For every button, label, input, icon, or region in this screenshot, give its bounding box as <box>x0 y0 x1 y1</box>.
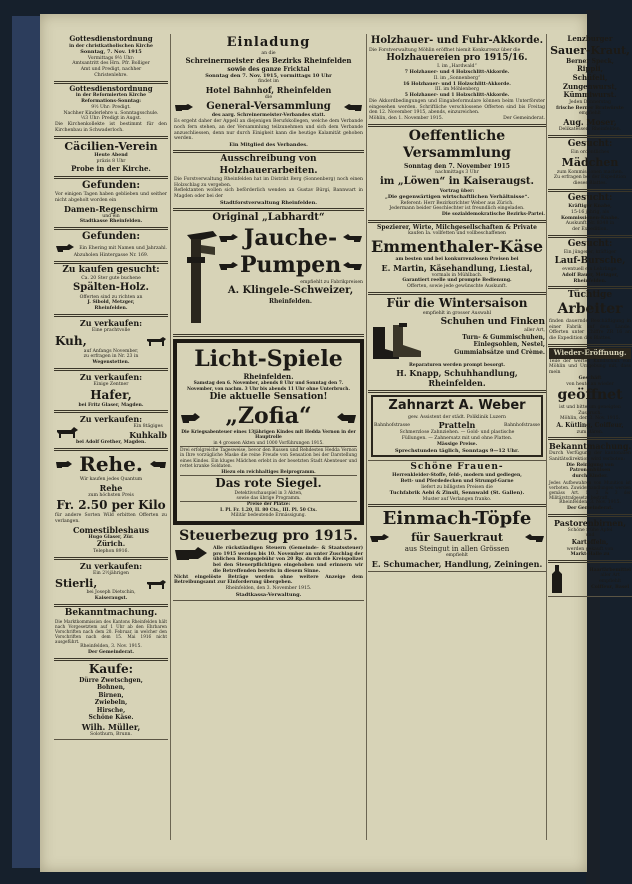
ad-text: Coiffeur, Basel <box>591 584 630 590</box>
ad-text: Jedermann beider Geschlechter ist freundlich eingeladen. <box>389 206 525 212</box>
ad-text: eventuell ein Lehrlinge. <box>562 267 618 273</box>
ad-text: Die Marktkommission des Kantons Rheinfelden hält nach Vorgesetztem auf 1 Uhr ab den Ehrbaren Vorschriften nach dem 20. Februar, in welcher den Vorschriften nach dem 15. Mai 1916 nicht ausgeführt. <box>55 619 167 645</box>
column-2 <box>173 34 364 601</box>
ad-text: Bett- und Pferdedecken und Strumpf-Garne <box>400 478 514 484</box>
ad-text: 9½ Uhr: Predigt. <box>91 104 131 110</box>
ad-text: Tüchtige <box>567 290 613 301</box>
ad-text: Der Gemeinderat. <box>88 650 134 656</box>
ad-ausschreibung-holzhauer <box>173 153 364 211</box>
ad-text: Detektivschauspiel in 3 Akten, <box>234 490 303 496</box>
ad-text: III. im Möhlenberg <box>434 87 480 93</box>
ad-text: Stierli, <box>55 576 98 590</box>
ad-text: E. Schumacher, Handlung, Zeiningen. <box>371 559 543 569</box>
ad-text: in 4 grossen Akten und 1000 Vorführungen 1915. <box>213 440 324 446</box>
ad-text: sowie das übrige Programm. <box>236 495 301 501</box>
ad-text: Der Gemeinderat. <box>503 116 545 122</box>
ad-title: Pastorenbirnen, <box>554 517 626 528</box>
ad-text: Amt und Predigt, nachher <box>80 67 142 73</box>
ad-text: Pratteln <box>438 420 476 431</box>
ad-text: Die Forstverwaltung Rheinfelden hat im Distrikt Berg (Sonnenberg) noch einen Holzschlag zu vergeben. <box>174 176 363 188</box>
ad-text: zum Kommissionen machen. <box>556 169 624 175</box>
ad-text: Ein ordentliches <box>570 150 610 156</box>
ad-oeffentliche-versammlung <box>368 127 546 223</box>
ad-text: Es ergeht daher der Appell an diejenigen Berufskollegen, welche dem Verbande noch fern stehen, an der Versammlung teilzunehmen und sich dem Verbande anzuschliessen, denn nur durch Einigkeit kann die heutige Kalamität gehoben werden. <box>174 119 363 142</box>
ad-gesucht-laufbursche <box>548 238 632 289</box>
ad-text: Stadtforstverwaltung Rheinfelden. <box>220 199 317 206</box>
ad-title: Gefunden: <box>81 179 141 191</box>
ad-text: finden dauernde Beschäftigung in einer Fabrik auf dem Lande. Offerten unter Chiffre ZR 16 an die Expedition des Blattes. <box>549 318 631 342</box>
ad-text: Mässige Preise. <box>436 441 478 447</box>
ad-text: Dürre Zwetschgen, <box>79 676 143 684</box>
ad-rehe <box>54 451 168 560</box>
ad-kaufe <box>54 661 168 741</box>
ad-schoene-frauen-stoffe <box>368 461 546 507</box>
ad-text: Vormittags 9½ Uhr: <box>87 55 135 61</box>
ad-text: A. Klingele-Schweizer, <box>227 285 354 297</box>
ad-gefunden-schirm <box>54 179 168 230</box>
ad-text: aller Art, <box>524 327 545 333</box>
ad-text: Drei erfolgreiche Tagesweise, bevor den Russen und Rehdesten Hedda Vernon in Ihre vorzügliche Maske die reine Freude von Sensation bei der Darstellung eines Kindes. Ein kluges Mädchen erlebt in der besetzten Stadt Abenteuer und rettet kranke Soldaten. <box>180 448 357 470</box>
ad-text: Die Kriegsabenteuer eines 13jährigen Kindes mit Hedda Vernon in der Hauptrolle <box>181 429 356 441</box>
ad-text: II. im „Sonnenberg“ <box>433 75 481 81</box>
ad-text: bei Adolf Grether, Magden. <box>76 440 146 446</box>
ad-text: I. im „Hardwald“ <box>437 64 477 70</box>
ad-gesucht-knabe <box>548 192 632 238</box>
ad-text: kaufen Ia. vollfetten und vollbeschaffenen <box>408 231 506 237</box>
ad-text: zum Bären. <box>576 429 604 435</box>
ad-title: Zu verkaufen: <box>79 371 143 382</box>
ad-text: bei Joseph Dietschin, <box>86 590 136 596</box>
ad-text: Birnen, <box>98 691 124 699</box>
ad-text: Preise der Plätze: <box>180 501 357 507</box>
ad-date: Reformations-Sonntag: <box>81 99 141 105</box>
ad-text: Hafer, <box>90 387 132 402</box>
ad-text: Füllungen. — Zahnersatz mit und ohne Platten. <box>401 436 513 442</box>
ad-text: Hirsche, <box>96 706 126 714</box>
ad-text: ist und bitte um geneigten Zuspruch. <box>559 404 621 416</box>
ad-text: Reflektanten wollen sich beförderlich wenden an Gustav Bürgi, Bannwart in Magden oder bei der <box>174 188 363 200</box>
ad-einmach-toepfe <box>368 507 546 572</box>
ad-gottesdienst-reformiert <box>54 84 168 139</box>
cow-icon <box>145 335 167 347</box>
ad-text: 15-16 jährig, als <box>571 209 609 215</box>
ad-text: der Expedition. <box>572 227 608 233</box>
ad-text: empfiehlt in grosser Auswahl <box>422 310 492 316</box>
ad-text: Die sozialdemokratische Bezirks-Partei. <box>441 212 545 218</box>
ad-text: nachmittags 3 Uhr <box>435 170 479 176</box>
ad-text: A. Kütling, Coiffeur, <box>556 422 624 430</box>
ad-text: Ein jüngerer, kräftiger <box>563 250 617 256</box>
ad-text: Schöne Käse. <box>88 714 134 722</box>
ad-text: Damen-Regenschirm <box>64 203 158 214</box>
pointing-hand-icon <box>174 546 208 560</box>
ad-verkauf-stierli <box>54 560 168 607</box>
ad-text: Eine prachtvolle <box>91 327 131 333</box>
ad-text: Schöne frühe Äpfel <box>567 527 613 533</box>
ad-text: Mädchen <box>561 155 619 169</box>
ad-text: Ein Mitglied des Verbandes. <box>229 142 308 149</box>
ad-title: Einladung <box>226 35 311 50</box>
ad-price: I. Pl. Fr. 1.20, II. 80 Cts., III. Pl. 50 Cts. <box>220 507 317 513</box>
calf-icon <box>55 425 79 439</box>
ad-title: Cäcilien-Verein <box>64 139 158 153</box>
ad-text: Rheinfelden, 3. Nov. 1915. <box>80 644 142 650</box>
ad-text: Möhlin, den 1. November 1915. <box>369 116 444 122</box>
ad-text: Haarfärbemittel <box>589 567 631 573</box>
ad-haarfaerbemittel <box>548 563 632 597</box>
ad-text: Rheinfelden. <box>243 371 294 381</box>
shoes-illustration <box>369 317 427 363</box>
ad-title: Gesucht: <box>567 238 613 249</box>
ad-text: Muster auf Verlangen franko. <box>422 496 492 502</box>
ad-text: Vortrag über: <box>439 188 475 194</box>
ad-text: und <box>585 533 595 539</box>
ad-text: vormals in Mühlbach. <box>431 272 483 278</box>
pointing-hand-icon <box>180 411 202 423</box>
ad-text: in der Reformierten Kirche <box>75 93 147 99</box>
ad-text: geöffnet <box>557 387 623 404</box>
ad-text: im „Löwen“ in Kaiseraugst. <box>379 176 535 188</box>
ad-text: Stadtkasse Rheinfelden. <box>79 219 143 225</box>
ad-title: Kaufe: <box>88 661 134 676</box>
ad-text: die <box>264 95 273 101</box>
ad-verkauf-kuhkalb <box>54 413 168 450</box>
column-4 <box>548 34 632 597</box>
column-3 <box>368 34 546 572</box>
ad-text: Delikatessen, Rheinfelden. <box>558 127 622 133</box>
ad-text: Wilh. Müller, <box>81 721 141 732</box>
ad-text: Markt-Halle zu <box>570 552 610 558</box>
ad-text: Militär bedeutende Ermässigung. <box>231 513 306 519</box>
ad-holzhauer-akkorde <box>368 34 546 127</box>
column-1 <box>54 34 168 740</box>
pointing-hand-icon <box>218 261 240 271</box>
ad-text: des aarg. Schreinermeister-Verbandes statt. <box>211 113 326 119</box>
ad-text: Zürich. <box>96 539 126 549</box>
ad-text: Vor einigen Tagen haben geblieben und seither nicht abgeholt worden ein <box>55 192 167 203</box>
ad-text: Nicht eingelöste Beträge werden ohne weitere Anzeige dem Betreibungsamt zur Einforderung übergeben. <box>174 574 363 586</box>
ad-text: Geschäft <box>578 375 602 381</box>
ad-text: Abzuholen Hintergasse Nr. 169. <box>73 253 149 259</box>
ad-text: Ca. 20 Ster gute buchene <box>81 276 141 282</box>
ad-title: Original „Labhardt“ <box>212 212 325 224</box>
ad-text: Teile der werten Kundschaft von Möhlin und Umgebung mit, dass mein <box>549 358 631 376</box>
ad-title: Für die Wintersaison <box>386 295 528 310</box>
ad-licht-spiele <box>173 339 364 525</box>
ad-wintersaison-schuhe <box>368 295 546 393</box>
ad-text: Solothurn, Brunn. <box>90 731 132 737</box>
ad-text: Bahnhofstrasse <box>503 422 540 428</box>
ad-text: H. Knapp, Schuhhandlung, Rheinfelden. <box>396 368 518 389</box>
ad-title: Bekanntmachung. <box>549 441 632 452</box>
ad-text: Stadtkassa-Verwaltung. <box>235 591 302 598</box>
ad-text: aus Steingut in allen Grössen <box>404 544 510 553</box>
ad-text: Kuh, <box>55 333 87 348</box>
ad-title: Gottesdienstordnung <box>69 83 153 93</box>
ad-text: Einlegsohlen, Nestel, <box>473 341 545 349</box>
ad-title: Gottesdienstordnung <box>69 34 153 43</box>
ad-gesucht-maedchen <box>548 138 632 192</box>
ad-text: Offerten sind zu richten an <box>79 294 143 300</box>
ad-text: Sonntag den 7. Nov. 1915, vormittags 10 Uhr <box>205 73 332 80</box>
ad-title: Oeffentliche Versammlung <box>403 127 511 162</box>
ad-text: Holzhauereien pro 1915/16. <box>386 53 528 64</box>
ad-verkauf-kuh <box>54 317 168 371</box>
ad-text: J. Sibold, Metzger, <box>87 300 135 306</box>
ad-text: Wir kaufen jedes Quantum <box>79 476 143 482</box>
pointing-hand-icon <box>174 103 194 112</box>
ad-title: Holzhauer- und Fuhr-Akkorde. <box>370 35 544 46</box>
ad-text: 7 Holzhauer- und 4 Holzschlitt-Akkorde. <box>404 70 510 76</box>
ad-text: Probe in der Kirche. <box>71 163 151 173</box>
ad-text: Jauche- <box>243 224 338 251</box>
ad-title: Steuerbezug pro 1915. <box>179 528 358 545</box>
ad-text: sowie des ganze Fricktal <box>227 65 310 73</box>
ad-gefunden-ring <box>54 230 168 264</box>
ad-text: und ein <box>102 213 120 219</box>
ad-wieder-eroeffnung <box>548 347 632 440</box>
ad-text: Ein 2½jährigen <box>92 570 130 576</box>
ad-text: Aug. Moser, <box>563 117 617 128</box>
ad-text: Tuchfabrik Aebi & Zinsli, Sennwald (St. Gallen). <box>389 490 525 497</box>
ad-text: zu erfragen in Nr. 23 in <box>83 354 139 360</box>
ad-text: empfiehlt <box>599 578 622 584</box>
ad-zahnarzt-weber <box>368 393 546 460</box>
ad-text: empfiehlt <box>578 111 602 117</box>
ad-text: Die Forstverwaltung Möhlin eröffnet hiemit Konkurrenz über die <box>369 47 521 53</box>
ad-gottesdienst-christkath <box>54 34 168 84</box>
ad-text: an die <box>261 51 276 57</box>
ad-text: Kartoffeln, <box>571 539 609 547</box>
ad-text: frische Berner Bratwürste <box>556 105 624 111</box>
ad-text: Rehe <box>99 482 123 493</box>
ad-text: Herrenkleider-Stoffe, feld-, modern und gediegen, <box>392 473 522 479</box>
ad-text: auf Anfangs November, <box>83 348 139 354</box>
ad-text: präzis 8 Uhr <box>96 159 126 165</box>
pointing-hand-icon <box>523 533 545 543</box>
ad-text: Die aktuelle Sensation! <box>209 392 328 403</box>
ad-text: Die Akkordbedingungen und Eingabeformulare können beim Unterförster eingesehen werden. Schriftliche verschlossene Offerten sind bis Freitag den 12. November 1915, abends, einzureichen. <box>369 98 545 116</box>
pump-illustration <box>179 227 221 327</box>
pointing-hand-icon <box>341 261 363 271</box>
ad-text: Amtsantritt des Hrn. Pfr. Bolliger <box>72 61 150 67</box>
ad-text: Lenzburger <box>567 34 613 43</box>
ad-title: Zu verkaufen: <box>79 414 143 425</box>
ad-title: Gesucht: <box>567 138 613 149</box>
ad-text: aller Art <box>600 573 620 579</box>
pointing-hand-icon <box>341 233 363 243</box>
ad-text: Turn- & Gummischuhen, <box>462 333 545 341</box>
bull-icon <box>145 578 167 590</box>
ad-bekanntmachung-markt <box>54 607 168 661</box>
ad-title: Ausschreibung von Holzhauerarbeiten. <box>219 154 318 176</box>
ad-text: Schuhen und Finken <box>440 316 545 327</box>
ad-text: findet im <box>258 79 279 85</box>
column-rule <box>546 34 547 840</box>
ad-text: Jedes Aufbewahren von Munition ist verboten. Zuwiderhandlungen werden gemäss Art. 1, 2 & 3 der Militärstrafgesetze bestraft. <box>549 479 631 501</box>
ad-text: Gummiabsätze und Crème. <box>454 348 545 356</box>
ad-title: Arbeiter <box>557 301 623 318</box>
ad-text: 16 Holzhauer- und 1 Holzschlitt-Akkorde. <box>403 81 511 87</box>
pointing-hand-icon <box>55 460 73 469</box>
ad-text: Comestibleshaus <box>72 524 150 535</box>
ad-text: Kuhkalb <box>129 430 167 441</box>
ad-title: Schöne Frauen- <box>410 461 504 472</box>
ad-title: Gefunden: <box>81 230 141 242</box>
ad-text: Rheinfelden. <box>269 297 312 305</box>
ad-text: Sonntag den 7. November 1915 <box>404 162 510 170</box>
ad-text: Rheinfelden, den 3. November 1915. <box>225 586 312 592</box>
ad-title: Gesucht: <box>567 192 613 203</box>
ad-text: Rheinfelden, 3. Nov. 1915. <box>559 500 621 506</box>
pointing-hand-icon <box>343 103 363 112</box>
ad-text: bei Fritz Glaser, Magden. <box>78 402 144 408</box>
ad-price: Fr. 2.50 per Kilo <box>56 498 166 513</box>
ad-title: Rehe. <box>79 451 143 476</box>
ad-title: Licht-Spiele <box>194 346 343 373</box>
ad-text: Kräftiger Knabe, <box>568 204 612 210</box>
ad-text: für Sauerkraut <box>411 530 503 544</box>
ad-jauche-pumpen <box>173 211 364 337</box>
column-rule <box>170 34 171 840</box>
ad-text: Offerten, sowie jede gewünschte Auskunft. <box>406 284 508 290</box>
ad-text: Schmerzlose Zahnziehen. — Gold- und plastische <box>399 430 515 436</box>
ad-text: zum höchsten Preis <box>88 492 134 498</box>
ad-text: Nachher Kinderlehre u. Sonntagsschule. <box>63 110 159 116</box>
ad-text: Auskunft Nr. 8348 in <box>565 221 615 227</box>
ad-text: Wegenstetten. <box>92 360 130 366</box>
ad-text: Spälten-Holz. <box>73 282 149 294</box>
ad-text: Spezierer, Wirte, Milchgesellschaften & Private <box>377 223 537 231</box>
ad-text: Zwiebeln, <box>94 699 128 707</box>
ad-steuerbezug <box>173 527 364 601</box>
ad-text: Hotel Bahnhof, Rheinfelden <box>205 85 332 96</box>
ad-text: am besten und bei konkurrenzlosen Preisen bei <box>395 256 519 262</box>
ad-text: Kommissionen-Knabe. <box>561 215 619 221</box>
pointing-hand-icon <box>369 533 391 543</box>
ad-text: empfiehlt <box>445 553 469 559</box>
ad-title: Emmenthaler-Käse <box>370 236 544 256</box>
ad-emmenthaler-kaese <box>368 223 546 295</box>
ad-text: gew. Assistent der städt. Poliklinik Luzern <box>408 414 506 420</box>
ad-text: Der Gemeinderat. <box>567 505 613 511</box>
ad-text: Garantiert reelle und prompte Bedienung. <box>402 278 512 284</box>
ad-text: Telephon 8916. <box>93 549 129 555</box>
ad-text: Das rote Siegel. <box>180 475 357 491</box>
ad-text: Zungenwurst, <box>562 81 618 91</box>
ad-text: Rippli, <box>576 64 604 73</box>
ad-text: Schreinermeister des Bezirks Rheinfelden <box>185 55 352 65</box>
ad-text: 5 Holzhauer- und 1 Holzschlitt-Akkorde. <box>404 93 510 99</box>
column-rule <box>366 34 367 840</box>
ad-text: Bahnhofstrasse <box>374 422 411 428</box>
ad-title: Zu kaufen gesucht: <box>62 265 160 276</box>
ad-text: durch Kinder. <box>572 474 608 480</box>
ad-text: Kümmiwurst. <box>563 90 617 100</box>
ad-text: liefert zu billigsten Preisen die <box>421 484 493 490</box>
ad-text: Sprechstunden täglich, Sonntags 9—12 Uhr. <box>395 447 519 454</box>
ad-bekanntmachung-patronen <box>548 440 632 516</box>
pointing-hand-icon <box>218 233 240 243</box>
ad-text: „Zofia“ <box>225 403 312 430</box>
ad-text: Hiezu ein reichhaltiges Beiprogramm. <box>221 469 316 475</box>
ad-text: von heute an wieder <box>566 381 614 387</box>
ad-text: ½3 Uhr: Predigt in Augst. <box>80 116 142 122</box>
ad-text: Bohnen, <box>96 684 126 692</box>
ad-text: Einige Zentner <box>93 381 129 387</box>
ad-text: Durch Verfügung der kantonalen Sanitätsdirektion wird verboten: <box>549 451 631 463</box>
ad-title: Wieder-Eröffnung. <box>549 348 631 359</box>
ad-title: Bekanntmachung. <box>64 607 158 618</box>
ad-text: Kaiseraugst. <box>94 596 128 602</box>
ad-text: „Die gegenwärtigen wirtschaftlichen Verhältnisse“. <box>384 194 530 201</box>
ad-title: Zu verkaufen: <box>79 560 143 571</box>
ad-text: Jeden Donnerstag <box>569 100 611 105</box>
ad-text: Ein 8tägiges <box>133 424 163 430</box>
ad-text: Alle rückständigen Steuern (Gemeinde- & Staatssteuer) pro 1915 werden bis 10. November an unter Zuschlag der üblichen Bezugsgebühr von 20 Rp. durch die Kreispolizei bei den Steuerpflichtigen eingehoben und erinnern wir die Betreffenden bereits in diesem Sinne. <box>213 545 363 574</box>
ad-date: Sonntag, 7. Nov. 1915 <box>80 49 142 56</box>
ad-text: General-Versammlung <box>206 100 331 112</box>
ad-text: Schüfeli, <box>572 72 608 82</box>
ad-text: werden gekauft von <box>566 546 614 552</box>
ad-title: Zahnarzt A. Weber <box>388 398 526 414</box>
ad-text: Heute Abend <box>94 153 128 159</box>
ad-einladung-schreiner <box>173 34 364 153</box>
ad-text: Ein Ehering mit Namen und Jahrzahl. <box>79 245 167 251</box>
ad-text: Die Reinigung von Patronenhülsen <box>566 462 614 474</box>
pointing-hand-icon <box>335 411 357 423</box>
ad-text: Lauf-Bursche, <box>554 255 626 266</box>
ad-text: Rheinfelden. <box>94 306 128 312</box>
ad-text: Reparaturen werden prompt besorgt. <box>408 362 506 368</box>
ad-text: Zu erfragen bei der Expedition dieses Blattes. <box>553 175 627 187</box>
ad-text: Pumpen <box>240 252 342 279</box>
ad-caecilien-verein <box>54 139 168 179</box>
ad-text: Samstag den 6. November, abends 8 Uhr und Sonntag den 7. November, von nachm. 3 Uhr bis abends 11 Uhr ohne Unterbruch. <box>186 381 351 392</box>
ad-text: Adolf Bauer, Metzger, <box>561 272 619 278</box>
bottle-illustration <box>549 564 565 594</box>
ad-text: empfiehlt zu Fabrikpreisen <box>300 279 363 285</box>
pointing-hand-icon <box>55 243 75 253</box>
ad-text: Christenlehre. <box>94 72 128 78</box>
ad-sauerkraut <box>548 34 632 138</box>
ad-text: Hugo Glaser, Zür. <box>88 534 134 540</box>
newspaper-page <box>40 14 632 872</box>
ad-title: Sauer-Kraut, <box>550 43 630 57</box>
ad-text: in der christkatholischen Kirche <box>69 43 153 49</box>
ad-title: Einmach-Töpfe <box>382 508 532 530</box>
ad-text: Referent: Herr Bezirksrichter Weber aus Zürich. <box>400 200 514 206</box>
ad-zu-kaufen-holz <box>54 264 168 317</box>
ad-text: für andere Sorten Wild erbitten Offerten zu verlangen. <box>55 513 167 524</box>
ad-text: Die Kirchenkollekte ist bestimmt für den Kirchenbau in Schwaderloch. <box>55 122 167 133</box>
ad-tuechtige-arbeiter <box>548 289 632 347</box>
ad-pastorenbirnen <box>548 517 632 563</box>
ad-text: Berner Speck, <box>566 57 614 65</box>
ad-text: Rheinfelden. <box>573 278 607 284</box>
ad-verkauf-hafer <box>54 371 168 413</box>
ad-text: E. Martin, Käsehandlung, Liestal, <box>381 262 533 273</box>
ad-title: Zu verkaufen: <box>79 317 143 328</box>
ad-text: Möhlin, den 3. Nov. 1915. <box>559 416 621 422</box>
pointing-hand-icon <box>149 460 167 469</box>
